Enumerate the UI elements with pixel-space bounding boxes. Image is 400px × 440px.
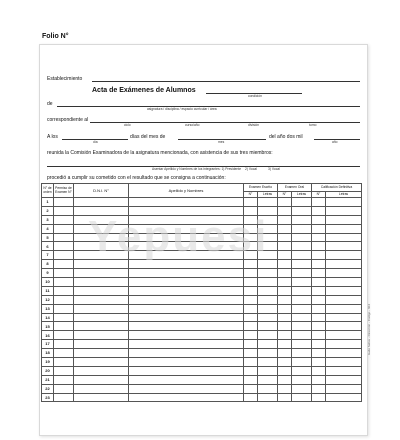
table-cell[interactable] [326, 215, 362, 224]
table-cell[interactable] [129, 358, 244, 367]
table-cell[interactable] [74, 313, 129, 322]
table-cell[interactable] [54, 206, 74, 215]
table-cell[interactable] [292, 260, 312, 269]
row-number: 19 [42, 358, 54, 367]
watermark: Yepuesi [88, 212, 269, 261]
table-cell[interactable] [74, 286, 129, 295]
row-number: 12 [42, 295, 54, 304]
oral-n: N° [278, 192, 292, 198]
table-cell[interactable] [312, 206, 326, 215]
table-cell[interactable] [326, 295, 362, 304]
table-cell[interactable] [326, 393, 362, 402]
table-cell[interactable] [312, 215, 326, 224]
mes-caption: mes [218, 140, 225, 144]
table-cell[interactable] [292, 233, 312, 242]
table-cell[interactable] [292, 278, 312, 287]
table-cell[interactable] [292, 215, 312, 224]
table-cell[interactable] [278, 269, 292, 278]
col-calificacion: Calificación Definitiva [312, 184, 362, 192]
table-cell[interactable] [54, 224, 74, 233]
table-cell[interactable] [244, 278, 258, 287]
table-cell[interactable] [74, 393, 129, 402]
row-number: 10 [42, 278, 54, 287]
table-cell[interactable] [312, 366, 326, 375]
table-cell[interactable] [278, 366, 292, 375]
row-number: 7 [42, 251, 54, 260]
table-cell[interactable] [258, 304, 278, 313]
table-cell[interactable] [244, 198, 258, 207]
row-number: 22 [42, 384, 54, 393]
table-cell[interactable] [292, 206, 312, 215]
row-number: 18 [42, 349, 54, 358]
dia-caption: día [93, 140, 98, 144]
table-cell[interactable] [244, 269, 258, 278]
del-anio-label: del año dos mil [269, 134, 303, 140]
table-cell[interactable] [54, 322, 74, 331]
table-cell[interactable] [292, 313, 312, 322]
table-cell[interactable] [312, 358, 326, 367]
table-cell[interactable] [278, 349, 292, 358]
table-cell[interactable] [326, 269, 362, 278]
table-cell[interactable] [278, 375, 292, 384]
table-cell[interactable] [326, 349, 362, 358]
table-cell[interactable] [292, 322, 312, 331]
oral-letras: Letras [292, 192, 312, 198]
table-cell[interactable] [244, 375, 258, 384]
table-cell[interactable] [278, 206, 292, 215]
table-cell[interactable] [258, 295, 278, 304]
table-cell[interactable] [312, 313, 326, 322]
table-cell[interactable] [292, 393, 312, 402]
table-cell[interactable] [312, 295, 326, 304]
table-row [42, 331, 362, 340]
table-cell[interactable] [54, 366, 74, 375]
escrito-n: N° [244, 192, 258, 198]
table-row [42, 349, 362, 358]
table-cell[interactable] [312, 340, 326, 349]
table-cell[interactable] [129, 322, 244, 331]
vocal3-caption: 3) Vocal [268, 167, 280, 171]
table-row [42, 384, 362, 393]
table-cell[interactable] [292, 349, 312, 358]
row-number: 21 [42, 375, 54, 384]
table-cell[interactable] [244, 313, 258, 322]
table-cell[interactable] [326, 304, 362, 313]
table-cell[interactable] [74, 358, 129, 367]
row-number: 20 [42, 366, 54, 375]
table-cell[interactable] [54, 384, 74, 393]
table-cell[interactable] [129, 366, 244, 375]
table-cell[interactable] [326, 198, 362, 207]
table-cell[interactable] [326, 331, 362, 340]
table-cell[interactable] [244, 304, 258, 313]
vocal2-caption: 2) Vocal [245, 167, 257, 171]
table-cell[interactable] [292, 375, 312, 384]
table-cell[interactable] [312, 304, 326, 313]
table-cell[interactable] [258, 393, 278, 402]
table-cell[interactable] [258, 366, 278, 375]
row-number: 1 [42, 198, 54, 207]
a-los-label: A los [47, 134, 58, 140]
table-cell[interactable] [292, 366, 312, 375]
table-cell[interactable] [129, 340, 244, 349]
reunida-text: reunida la Comisión Examinadora de la asignatura mencionada, con asistencia de sus tres miembros: [47, 150, 273, 156]
condicion-caption: condición [248, 94, 262, 98]
table-cell[interactable] [54, 251, 74, 260]
table-cell[interactable] [54, 358, 74, 367]
table-cell[interactable] [278, 233, 292, 242]
row-number: 9 [42, 269, 54, 278]
calif-letras: Letras [326, 192, 362, 198]
table-cell[interactable] [129, 295, 244, 304]
table-cell[interactable] [326, 322, 362, 331]
table-cell[interactable] [292, 384, 312, 393]
table-row [42, 375, 362, 384]
table-cell[interactable] [292, 251, 312, 260]
table-cell[interactable] [129, 349, 244, 358]
table-cell[interactable] [54, 198, 74, 207]
table-cell[interactable] [278, 242, 292, 251]
table-cell[interactable] [54, 340, 74, 349]
table-cell[interactable] [74, 366, 129, 375]
table-cell[interactable] [258, 269, 278, 278]
table-cell[interactable] [312, 322, 326, 331]
table-cell[interactable] [129, 198, 244, 207]
row-number: 16 [42, 331, 54, 340]
table-row [42, 269, 362, 278]
table-cell[interactable] [54, 269, 74, 278]
table-cell[interactable] [74, 304, 129, 313]
table-row [42, 295, 362, 304]
table-cell[interactable] [244, 349, 258, 358]
table-row [42, 304, 362, 313]
table-row [42, 286, 362, 295]
table-cell[interactable] [292, 286, 312, 295]
table-cell[interactable] [258, 313, 278, 322]
calif-n: N° [312, 192, 326, 198]
table-cell[interactable] [54, 215, 74, 224]
table-cell[interactable] [54, 286, 74, 295]
table-cell[interactable] [74, 340, 129, 349]
row-number: 6 [42, 242, 54, 251]
establecimiento-label: Establecimiento [47, 76, 83, 82]
table-cell[interactable] [244, 331, 258, 340]
row-number: 23 [42, 393, 54, 402]
table-cell[interactable] [278, 313, 292, 322]
table-row [42, 198, 362, 207]
table-cell[interactable] [278, 358, 292, 367]
table-cell[interactable] [278, 331, 292, 340]
table-cell[interactable] [278, 198, 292, 207]
table-cell[interactable] [54, 278, 74, 287]
table-cell[interactable] [74, 295, 129, 304]
table-cell[interactable] [258, 198, 278, 207]
table-cell[interactable] [278, 384, 292, 393]
table-cell[interactable] [54, 233, 74, 242]
table-cell[interactable] [54, 349, 74, 358]
row-number: 11 [42, 286, 54, 295]
table-cell[interactable] [258, 278, 278, 287]
table-cell[interactable] [326, 206, 362, 215]
asignatura-caption: asignatura / disciplina / espacio curricular / área [147, 107, 217, 111]
anio-caption: año [332, 140, 338, 144]
col-oral: Examen Oral [278, 184, 312, 192]
table-cell[interactable] [54, 313, 74, 322]
table-cell[interactable] [312, 224, 326, 233]
turno-caption: turno [309, 123, 317, 127]
table-cell[interactable] [129, 304, 244, 313]
table-cell[interactable] [278, 393, 292, 402]
table-cell[interactable] [292, 358, 312, 367]
table-cell[interactable] [129, 313, 244, 322]
table-cell[interactable] [278, 215, 292, 224]
table-cell[interactable] [312, 286, 326, 295]
table-cell[interactable] [326, 340, 362, 349]
table-cell[interactable] [312, 260, 326, 269]
division-caption: división [248, 123, 259, 127]
table-cell[interactable] [129, 375, 244, 384]
table-cell[interactable] [292, 340, 312, 349]
table-cell[interactable] [312, 233, 326, 242]
row-number: 14 [42, 313, 54, 322]
table-cell[interactable] [129, 331, 244, 340]
table-cell[interactable] [244, 322, 258, 331]
table-cell[interactable] [312, 393, 326, 402]
table-cell[interactable] [326, 251, 362, 260]
form-title: Acta de Exámenes de Alumnos [92, 87, 196, 94]
establecimiento-field[interactable] [92, 81, 360, 82]
table-cell[interactable] [292, 224, 312, 233]
table-cell[interactable] [258, 340, 278, 349]
procedio-text: procedió a cumplir su cometido con el resultado que se consigna a continuación: [47, 175, 226, 181]
table-cell[interactable] [312, 384, 326, 393]
table-cell[interactable] [312, 349, 326, 358]
table-cell[interactable] [278, 304, 292, 313]
table-cell[interactable] [326, 286, 362, 295]
table-cell[interactable] [129, 278, 244, 287]
table-cell[interactable] [54, 393, 74, 402]
table-cell[interactable] [326, 260, 362, 269]
table-cell[interactable] [312, 242, 326, 251]
table-cell[interactable] [292, 198, 312, 207]
table-row [42, 313, 362, 322]
ciclo-caption: ciclo [124, 123, 131, 127]
table-cell[interactable] [326, 313, 362, 322]
row-number: 17 [42, 340, 54, 349]
table-cell[interactable] [312, 198, 326, 207]
table-cell[interactable] [278, 286, 292, 295]
table-cell[interactable] [74, 375, 129, 384]
table-cell[interactable] [258, 358, 278, 367]
row-number: 4 [42, 224, 54, 233]
table-cell[interactable] [54, 331, 74, 340]
table-cell[interactable] [258, 331, 278, 340]
table-cell[interactable] [312, 331, 326, 340]
row-number: 5 [42, 233, 54, 242]
dias-del-mes-label: días del mes de [130, 134, 166, 140]
table-row [42, 366, 362, 375]
table-cell[interactable] [278, 340, 292, 349]
table-cell[interactable] [244, 340, 258, 349]
table-cell[interactable] [74, 322, 129, 331]
row-number: 2 [42, 206, 54, 215]
table-cell[interactable] [258, 286, 278, 295]
asentar-caption: Asentar Apellido y Nombres de los integrantes: 1) Presidente [152, 167, 242, 171]
table-cell[interactable] [292, 242, 312, 251]
table-cell[interactable] [244, 393, 258, 402]
table-cell[interactable] [326, 224, 362, 233]
row-number: 3 [42, 215, 54, 224]
table-cell[interactable] [129, 286, 244, 295]
table-cell[interactable] [129, 269, 244, 278]
table-row [42, 340, 362, 349]
de-label: de [47, 101, 53, 107]
curso-caption: curso/año [185, 123, 200, 127]
folio-label: Folio N° [42, 33, 69, 40]
col-apellido: Apellido y Nombres [129, 184, 244, 198]
table-cell[interactable] [244, 366, 258, 375]
table-cell[interactable] [326, 233, 362, 242]
table-cell[interactable] [74, 349, 129, 358]
col-orden: N° de orden [42, 184, 54, 198]
table-cell[interactable] [258, 384, 278, 393]
table-cell[interactable] [312, 269, 326, 278]
col-permiso: Permiso de Examen N° [54, 184, 74, 198]
table-cell[interactable] [244, 286, 258, 295]
table-cell[interactable] [326, 366, 362, 375]
table-cell[interactable] [312, 251, 326, 260]
correspondiente-label: correspondiente al [47, 117, 89, 123]
table-cell[interactable] [244, 384, 258, 393]
table-cell[interactable] [54, 242, 74, 251]
side-imprint: Gallo Sellos - Dirección - Código - 604 [367, 303, 371, 355]
table-cell[interactable] [292, 269, 312, 278]
table-cell[interactable] [326, 358, 362, 367]
table-cell[interactable] [258, 375, 278, 384]
table-row [42, 358, 362, 367]
table-cell[interactable] [292, 304, 312, 313]
table-cell[interactable] [54, 295, 74, 304]
table-cell[interactable] [326, 384, 362, 393]
table-cell[interactable] [258, 349, 278, 358]
table-row [42, 393, 362, 402]
table-row [42, 278, 362, 287]
table-cell[interactable] [54, 260, 74, 269]
table-cell[interactable] [54, 304, 74, 313]
table-cell[interactable] [278, 224, 292, 233]
table-cell[interactable] [74, 269, 129, 278]
table-cell[interactable] [278, 278, 292, 287]
table-cell[interactable] [74, 331, 129, 340]
row-number: 8 [42, 260, 54, 269]
table-cell[interactable] [326, 278, 362, 287]
table-cell[interactable] [312, 278, 326, 287]
table-cell[interactable] [258, 322, 278, 331]
table-cell[interactable] [326, 375, 362, 384]
row-number: 13 [42, 304, 54, 313]
table-cell[interactable] [54, 375, 74, 384]
table-cell[interactable] [129, 384, 244, 393]
col-escrito: Examen Escrito [244, 184, 278, 192]
table-cell[interactable] [278, 251, 292, 260]
table-cell[interactable] [129, 393, 244, 402]
table-cell[interactable] [292, 331, 312, 340]
table-cell[interactable] [74, 198, 129, 207]
table-cell[interactable] [74, 384, 129, 393]
table-cell[interactable] [278, 295, 292, 304]
table-cell[interactable] [278, 260, 292, 269]
row-number: 15 [42, 322, 54, 331]
escrito-letras: Letras [258, 192, 278, 198]
table-cell[interactable] [278, 322, 292, 331]
table-cell[interactable] [244, 295, 258, 304]
table-cell[interactable] [326, 242, 362, 251]
table-cell[interactable] [292, 295, 312, 304]
table-cell[interactable] [74, 278, 129, 287]
table-cell[interactable] [312, 375, 326, 384]
table-row [42, 322, 362, 331]
col-dni: D.N.I. N° [74, 184, 129, 198]
table-cell[interactable] [244, 358, 258, 367]
